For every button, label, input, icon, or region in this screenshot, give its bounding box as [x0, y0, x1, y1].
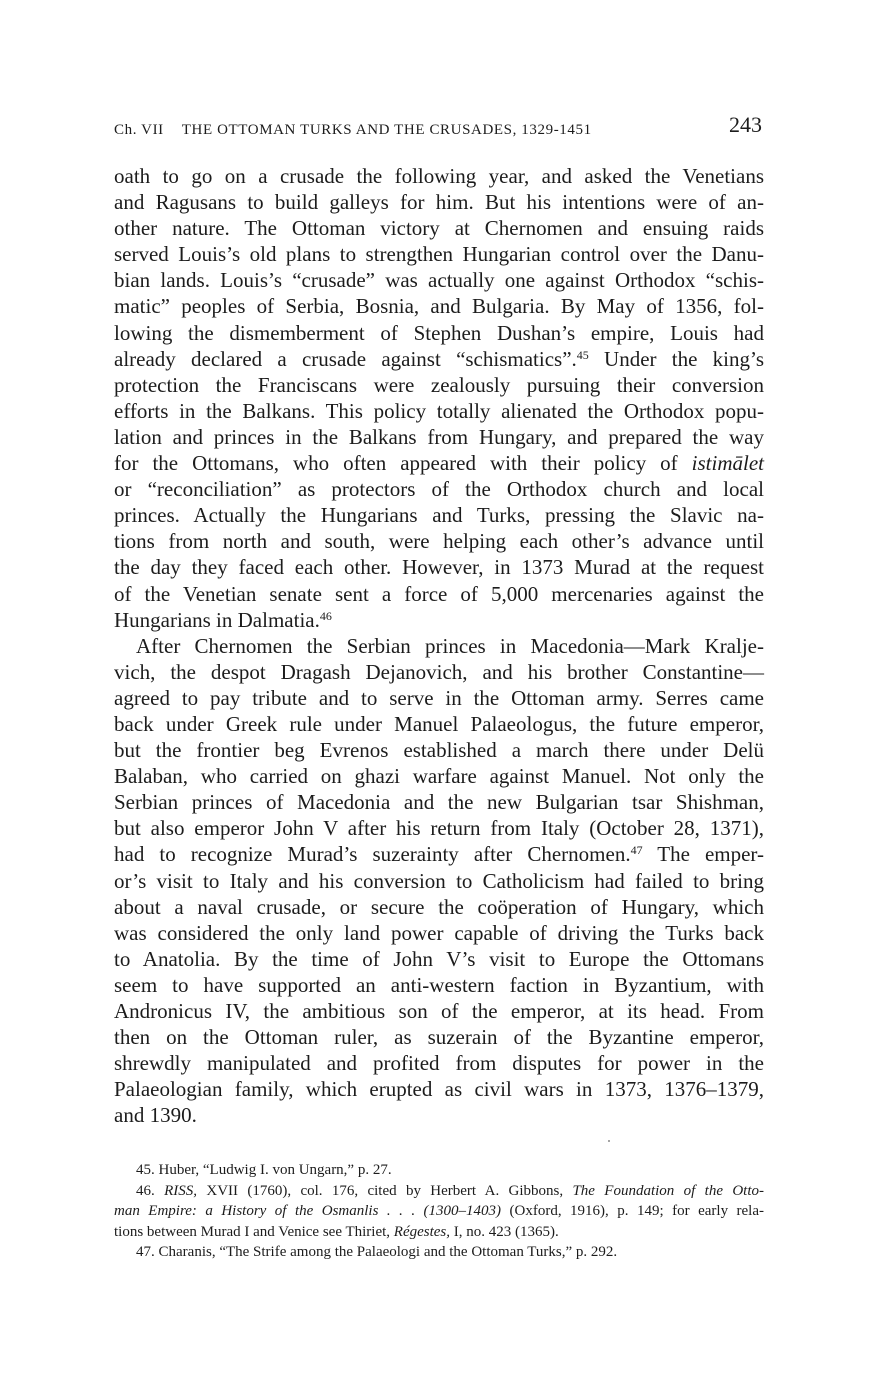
- text-line: [114, 841, 764, 867]
- text-line: Andronicus IV, the ambitious son of the emperor, at its head. From: [114, 999, 764, 1023]
- text-line: was considered the only land power capable of driving the Turks back: [114, 920, 764, 945]
- footnote-46-line: [114, 1222, 764, 1243]
- text-line: then on the Ottoman ruler, as suzerain of the Byzantine emperor,: [114, 1025, 764, 1050]
- footnote-46-line: [114, 1201, 764, 1222]
- text-line: Serbian princes of Macedonia and the new Bulgarian tsar Shishman,: [114, 790, 764, 815]
- text-line: but also emperor John V after his return from Italy (October 28, 1371),: [114, 816, 764, 841]
- text-line: Palaeologian family, which erupted as civil wars in 1373, 1376–1379,: [114, 1077, 764, 1102]
- footnote-45: 45. Huber, “Ludwig I. von Ungarn,” p. 27.: [136, 1162, 392, 1178]
- footnotes: [114, 1160, 764, 1263]
- text-line: other nature. The Ottoman victory at Chernomen and ensuing raids: [114, 216, 764, 241]
- text-line: matic” peoples of Serbia, Bosnia, and Bulgaria. By May of 1356, fol-: [114, 294, 764, 319]
- text-line: the day they faced each other. However, in 1373 Murad at the request: [114, 555, 764, 580]
- text-fragment: XVII (1760), col. 176, cited by Herbert A. Gibbons,: [197, 1182, 573, 1199]
- footnote-46-line: [114, 1181, 764, 1202]
- text-fragment: already declared a crusade against “schismatics”.: [114, 346, 577, 371]
- italic-text: The Foundation of the Otto-: [572, 1182, 764, 1199]
- page-number: 243: [729, 112, 762, 137]
- text-line: Balaban, who carried on ghazi warfare against Manuel. Not only the: [114, 764, 764, 789]
- text-fragment: The emper-: [642, 842, 764, 867]
- text-fragment: Hungarians in Dalmatia.: [114, 607, 320, 632]
- text-fragment: Under the king’s: [588, 346, 764, 371]
- text-line: but the frontier beg Evrenos established a march there under Delü: [114, 738, 764, 763]
- text-line: or “reconciliation” as protectors of the Orthodox church and local: [114, 477, 764, 502]
- footnote-ref-46[interactable]: 46: [319, 608, 332, 623]
- text-line: bian lands. Louis’s “crusade” was actually one against Orthodox “schis-: [114, 268, 764, 293]
- text-line: about a naval crusade, or secure the coöperation of Hungary, which: [114, 894, 764, 919]
- italic-text: man Empire: a History of the Osmanlis . . . (1300–1403): [114, 1203, 502, 1219]
- footnote-ref-45[interactable]: 45: [576, 347, 589, 362]
- footnote-47: 47. Charanis, “The Strife among the Palaeologi and the Ottoman Turks,” p. 292.: [136, 1244, 618, 1260]
- text-line: efforts in the Balkans. This policy totally alienated the Orthodox popu-: [114, 398, 764, 423]
- text-fragment: 46.: [136, 1182, 165, 1199]
- text-line: and 1390.: [114, 1103, 197, 1128]
- running-head: [114, 122, 592, 139]
- text-line: After Chernomen the Serbian princes in Macedonia—Mark Kralje-: [136, 633, 764, 658]
- text-line: and Ragusans to build galleys for him. But his intentions were of an-: [114, 190, 764, 215]
- paragraph-1: [114, 163, 764, 633]
- page-header: [114, 112, 764, 146]
- text-line: seem to have supported an anti-western faction in Byzantium, with: [114, 972, 764, 997]
- text-fragment: I, no. 423 (1365).: [450, 1223, 559, 1240]
- text-line: or’s visit to Italy and his conversion to Catholicism had failed to bring: [114, 868, 764, 893]
- body-text: [114, 163, 764, 1128]
- paragraph-2: [114, 633, 764, 1129]
- chapter-label: Ch. VII: [114, 122, 164, 138]
- text-line: of the Venetian senate sent a force of 5,000 mercenaries against the: [114, 581, 764, 606]
- text-line: shrewdly manipulated and profited from disputes for power in the: [114, 1051, 764, 1076]
- text-line: vich, the despot Dragash Dejanovich, and his brother Constantine—: [114, 659, 764, 684]
- text-line: served Louis’s old plans to strengthen Hungarian control over the Danu-: [114, 242, 764, 267]
- text-line: princes. Actually the Hungarians and Turks, pressing the Slavic na-: [114, 503, 764, 528]
- text-fragment: tions between Murad I and Venice see Thiriet,: [114, 1223, 394, 1240]
- text-line: lation and princes in the Balkans from Hungary, and prepared the way: [114, 424, 764, 449]
- text-fragment: (Oxford, 1916), p. 149; for early rela-: [501, 1203, 765, 1219]
- footnote-ref-47[interactable]: 47: [630, 843, 643, 858]
- italic-term: istimālet: [691, 451, 764, 476]
- text-line: to Anatolia. By the time of John V’s visit to Europe the Ottomans: [114, 946, 764, 971]
- text-line: protection the Franciscans were zealously pursuing their conversion: [114, 372, 764, 397]
- text-line: back under Greek rule under Manuel Palaeologus, the future emperor,: [114, 711, 764, 736]
- italic-text: RISS,: [164, 1182, 198, 1199]
- italic-text: Régestes,: [393, 1223, 451, 1240]
- text-line: agreed to pay tribute and to serve in the Ottoman army. Serres came: [114, 685, 764, 710]
- text-line: [114, 607, 764, 633]
- text-line: [114, 346, 764, 372]
- text-line: oath to go on a crusade the following year, and asked the Venetians: [114, 164, 764, 188]
- chapter-title: THE OTTOMAN TURKS AND THE CRUSADES, 1329-1451: [181, 122, 592, 138]
- text-line: lowing the dismemberment of Stephen Dushan’s empire, Louis had: [114, 320, 764, 345]
- print-speck: [608, 1140, 610, 1142]
- text-line: tions from north and south, were helping each other’s advance until: [114, 529, 764, 554]
- text-line: [114, 450, 764, 476]
- text-fragment: for the Ottomans, who often appeared with their policy of: [114, 451, 692, 476]
- text-fragment: had to recognize Murad’s suzerainty after Chernomen.: [114, 842, 631, 867]
